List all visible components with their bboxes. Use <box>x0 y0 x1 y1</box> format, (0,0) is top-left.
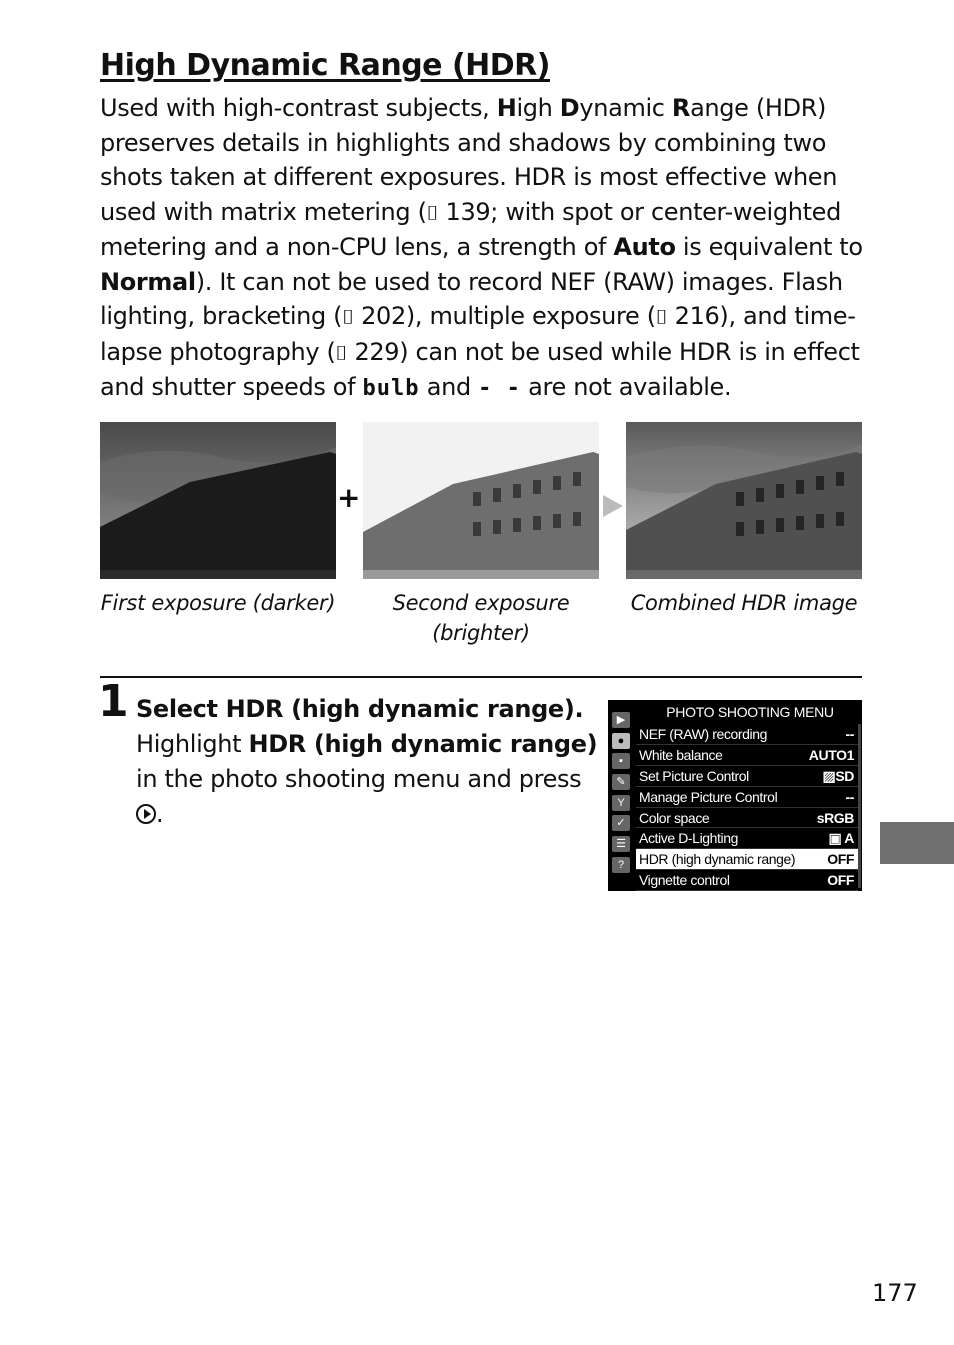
menu-row-value: ▨SD <box>822 767 854 784</box>
photo-shooting-menu-screen <box>608 700 862 891</box>
menu-scrollbar <box>858 724 861 888</box>
help-icon: ? <box>612 857 630 873</box>
first-exposure-photo <box>100 422 336 579</box>
menu-row-active-d-lighting <box>636 828 858 849</box>
intro-text: 202), multiple exposure ( <box>361 302 656 330</box>
movie-icon: ▪ <box>612 753 630 769</box>
caption-second-exposure: Second exposure (brighter) <box>392 591 570 645</box>
pencil-icon: ✎ <box>612 774 630 790</box>
intro-paragraph <box>100 91 868 407</box>
menu-row-label: NEF (RAW) recording <box>639 726 768 742</box>
caption-first-exposure: First exposure (darker) <box>100 591 336 615</box>
intro-text: igh <box>516 94 560 122</box>
step-heading-item: HDR (high dynamic range) <box>225 695 575 723</box>
second-exposure-photo <box>363 422 599 579</box>
step-number: 1 <box>98 676 128 727</box>
chapter-tab <box>880 822 954 864</box>
intro-text: is equivalent to <box>675 233 863 261</box>
menu-row-set-picture-control <box>636 766 858 787</box>
page-ref-icon: ⌷ <box>342 305 354 329</box>
intro-text: ynamic <box>579 94 672 122</box>
intro-text: 229) can not be used while HDR is in effect and shutter speeds of <box>100 337 860 401</box>
page-number: 177 <box>872 1279 918 1307</box>
menu-row-label: HDR (high dynamic range) <box>639 851 796 868</box>
menu-side-icons <box>610 712 632 878</box>
intro-bold-r: R <box>671 94 691 122</box>
menu-row-manage-picture-control <box>636 787 858 808</box>
intro-text: ). It can not be used to record NEF (RAW) images. Flash lighting, bracketing ( <box>100 267 843 330</box>
page-ref-icon: ⌷ <box>655 305 668 329</box>
bulb-display-glyph: bulb <box>362 376 420 401</box>
menu-row-value: OFF <box>827 872 854 889</box>
intro-bold-h: H <box>496 94 517 122</box>
multi-selector-right-icon <box>136 804 156 824</box>
playback-icon: ▶ <box>612 712 630 728</box>
wrench-icon: Y <box>612 795 630 811</box>
menu-row-label: Set Picture Control <box>639 767 749 784</box>
step-body-text: . <box>156 800 164 828</box>
menu-row-hdr-selected <box>636 849 858 870</box>
step-body-text: in the photo shooting menu and press <box>136 765 582 793</box>
caption-combined: Combined HDR image <box>630 591 858 615</box>
step-instructions <box>136 692 606 832</box>
retouch-icon: ✓ <box>612 815 630 831</box>
menu-title: PHOTO SHOOTING MENU <box>666 704 834 720</box>
menu-row-nef-raw <box>636 724 858 745</box>
menu-row-value: AUTO1 <box>808 746 854 763</box>
step-divider <box>100 676 862 678</box>
dashes-display-glyph: - - <box>478 376 521 401</box>
menu-row-value: OFF <box>827 851 854 868</box>
menu-row-value: ▣ A <box>828 830 854 847</box>
menu-row-label: White balance <box>639 746 723 763</box>
intro-text: ange (HDR) preserves details in highlights and shadows by combining two shots taken at different exposures. HDR is most effective when used with matrix metering ( <box>100 94 838 226</box>
step-heading-text: . <box>574 695 584 723</box>
intro-text: and <box>419 373 479 401</box>
intro-text: 139; with spot or center-weighted metering and a non-CPU lens, a strength of <box>100 197 841 261</box>
combined-hdr-photo <box>626 422 862 579</box>
camera-icon: ● <box>612 733 630 749</box>
page-ref-icon: ⌷ <box>426 200 439 225</box>
intro-text: are not available. <box>520 373 732 401</box>
step-heading-text: Select <box>136 695 226 723</box>
menu-rows <box>636 724 858 891</box>
menu-row-white-balance <box>636 745 858 766</box>
step-body-item: HDR (high dynamic range) <box>248 730 598 758</box>
menu-row-value: -- <box>845 788 854 805</box>
auto-setting: Auto <box>613 233 676 261</box>
normal-setting: Normal <box>100 267 196 296</box>
arrow-right-icon <box>603 495 623 517</box>
step-body-text: Highlight <box>136 730 249 758</box>
page-ref-icon: ⌷ <box>335 340 348 365</box>
section-title: High Dynamic Range (HDR) <box>100 48 550 83</box>
menu-row-value: -- <box>845 726 854 742</box>
menu-row-vignette-control <box>636 870 858 891</box>
my-menu-icon: ☰ <box>612 836 630 852</box>
menu-row-label: Active D-Lighting <box>639 830 739 847</box>
menu-row-color-space <box>636 808 858 829</box>
intro-bold-d: D <box>559 94 580 122</box>
plus-sign: + <box>337 481 361 514</box>
menu-row-label: Color space <box>639 809 710 826</box>
intro-text: Used with high-contrast subjects, <box>100 94 497 122</box>
menu-row-value: sRGB <box>816 809 854 826</box>
menu-row-label: Manage Picture Control <box>639 788 778 805</box>
menu-row-label: Vignette control <box>639 872 730 889</box>
intro-text: 216), and time-lapse photography ( <box>100 302 856 366</box>
